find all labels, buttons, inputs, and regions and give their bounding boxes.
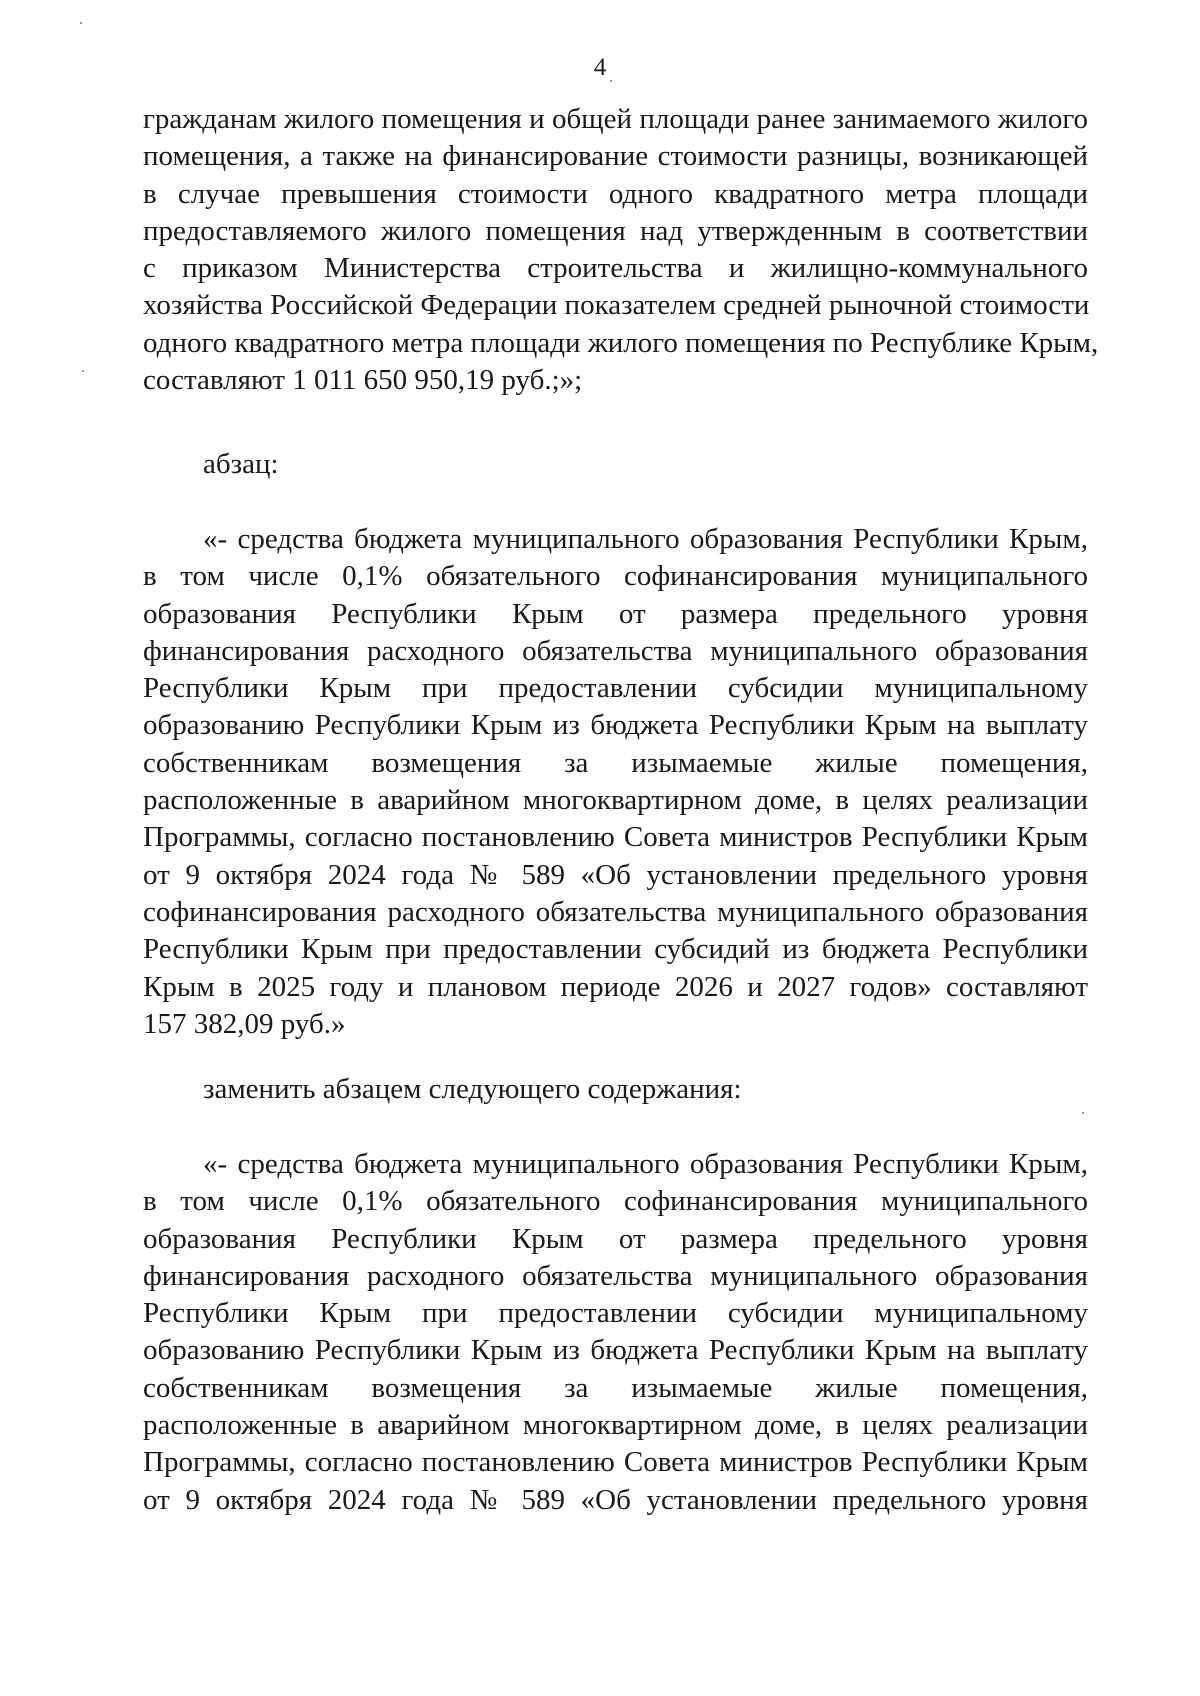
text-line: хозяйства Российской Федерации показателем средней рыночной стоимости — [143, 289, 1090, 322]
text-line: финансирования расходного обязательства муниципального образования — [143, 1259, 1088, 1292]
text-line: расположенные в аварийном многоквартирном доме, в целях реализации — [143, 1409, 1088, 1442]
text-line: с приказом Министерства строительства и жилищно-коммунального — [143, 252, 1088, 285]
quoted-paragraph-old — [143, 521, 1088, 1043]
text-line: образованию Республики Крым из бюджета Республики Крым на выплату — [143, 709, 1088, 742]
text-line: «- средства бюджета муниципального образования Республики Крым, — [203, 523, 1088, 555]
text-line: Программы, согласно постановлению Совета министров Республики Крым — [143, 821, 1088, 854]
text-line: «- средства бюджета муниципального образования Республики Крым, — [203, 1148, 1088, 1180]
text-line: в случае превышения стоимости одного квадратного метра площади — [143, 177, 1088, 210]
text-line: составляют 1 011 650 950,19 руб.;»; — [143, 364, 583, 397]
paragraph-label: абзац: — [203, 448, 279, 480]
page-number: 4 — [593, 54, 607, 81]
text-line: Крым в 2025 году и плановом периоде 2026 и 2027 годов» составляют — [143, 970, 1088, 1003]
text-line: образования Республики Крым от размера предельного уровня — [143, 597, 1088, 630]
scan-speck — [82, 370, 84, 372]
scan-speck — [1082, 1112, 1084, 1114]
text-line: Программы, согласно постановлению Совета министров Республики Крым — [143, 1446, 1088, 1479]
scan-speck — [80, 22, 82, 24]
text-line: собственникам возмещения за изымаемые жилые помещения, — [143, 746, 1088, 779]
text-line: образования Республики Крым от размера предельного уровня — [143, 1222, 1088, 1255]
replace-instruction: заменить абзацем следующего содержания: — [203, 1073, 742, 1105]
text-line: предоставляемого жилого помещения над утвержденным в соответствии — [143, 214, 1088, 247]
text-line: помещения, а также на финансирование стоимости разницы, возникающей — [143, 140, 1088, 173]
text-line: Республики Крым при предоставлении субсидии муниципальному — [143, 1297, 1088, 1330]
paragraph-continuation — [143, 101, 1099, 399]
text-line: расположенные в аварийном многоквартирном доме, в целях реализации — [143, 784, 1088, 817]
text-line: 157 382,09 руб.» — [143, 1007, 346, 1040]
text-line: Республики Крым при предоставлении субсидий из бюджета Республики — [143, 933, 1088, 966]
quoted-paragraph-new — [143, 1146, 1088, 1519]
text-line: финансирования расходного обязательства муниципального образования — [143, 634, 1088, 667]
text-line: Республики Крым при предоставлении субсидии муниципальному — [143, 672, 1088, 705]
text-line: образованию Республики Крым из бюджета Республики Крым на выплату — [143, 1334, 1088, 1367]
text-line: одного квадратного метра площади жилого помещения по Республике Крым, — [143, 326, 1099, 359]
text-line: собственникам возмещения за изымаемые жилые помещения, — [143, 1371, 1088, 1404]
text-line: гражданам жилого помещения и общей площади ранее занимаемого жилого — [143, 103, 1088, 135]
text-line: в том числе 0,1% обязательного софинансирования муниципального — [143, 560, 1088, 593]
text-line: от 9 октября 2024 года № 589 «Об установлении предельного уровня — [143, 1483, 1088, 1516]
text-line: в том числе 0,1% обязательного софинансирования муниципального — [143, 1185, 1088, 1218]
scan-speck — [610, 80, 612, 82]
text-line: от 9 октября 2024 года № 589 «Об установлении предельного уровня — [143, 858, 1088, 891]
text-line: софинансирования расходного обязательства муниципального образования — [143, 895, 1088, 928]
